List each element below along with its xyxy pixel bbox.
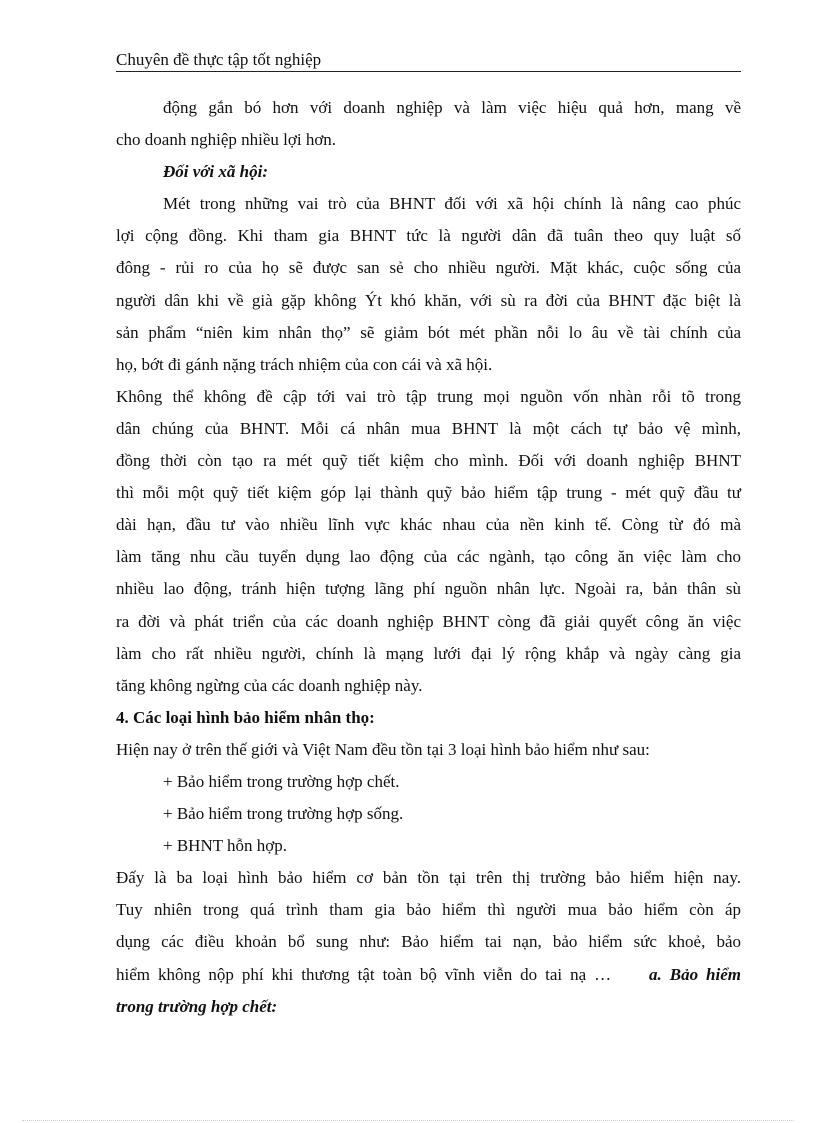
section-heading: 4. Các loại hình bảo hiểm nhân thọ: [116, 707, 375, 727]
paragraph-line: dụng các điều khoản bổ sung như: Bảo hiểm tai nạn, bảo hiểm sức khoẻ, bảo [116, 932, 741, 952]
paragraph-line: động gắn bó hơn với doanh nghiệp và làm việc hiệu quả hơn, mang về [163, 98, 741, 117]
paragraph-text: hiểm không nộp phí khi thương tật toàn bộ vĩnh viễn do tai nạ … [116, 964, 612, 984]
paragraph-line: Không thể không đề cập tới vai trò tập trung mọi nguồn vốn nhàn rỗi tõ trong [116, 386, 741, 406]
paragraph-line: thì mỗi một quỹ tiết kiệm góp lại thành quỹ bảo hiểm tập trung - mét quỹ đầu tư [116, 483, 741, 503]
subsection-heading-end: trong trường hợp chết: [116, 996, 278, 1016]
paragraph-line: Mét trong những vai trò của BHNT đối với xã hội chính là nâng cao phúc [163, 194, 741, 214]
paragraph-line: lợi cộng đồng. Khi tham gia BHNT tức là người dân đã tuân theo quy luật số [116, 226, 741, 246]
paragraph-line: làm cho rất nhiều người, chính là mạng lưới đại lý rộng khắp và ngày càng gia [116, 643, 741, 663]
paragraph-line: đông - rủi ro của họ sẽ được san sẻ cho nhiều người. Mặt khác, cuộc sống của [116, 258, 741, 278]
paragraph-line: người dân khi về già gặp không Ýt khó khăn, với sù ra đời của BHNT đặc biệt là [116, 290, 741, 310]
header-title: Chuyên đề thực tập tốt nghiệp [116, 50, 322, 69]
document-body [116, 92, 741, 1023]
paragraph-line: dài hạn, đầu tư vào nhiều lĩnh vực khác nhau của nền kinh tế. Còng từ đó mà [116, 515, 741, 535]
subsection-heading-start: a. Bảo hiểm [649, 964, 742, 984]
paragraph-line: nhiều lao động, tránh hiện tượng lãng phí nguồn nhân lực. Ngoài ra, bản thân sù [116, 579, 741, 599]
page-bottom-divider [22, 1120, 794, 1121]
paragraph-line: ra đời và phát triển của các doanh nghiệp BHNT còng đã giải quyết công ăn việc [116, 611, 741, 631]
paragraph-line: Tuy nhiên trong quá trình tham gia bảo hiểm thì người mua bảo hiểm còn áp [116, 900, 741, 920]
paragraph-line: tăng không ngừng của các doanh nghiệp này. [116, 675, 423, 695]
section-subheading: Đối với xã hội: [163, 162, 268, 182]
page-header [116, 49, 741, 72]
paragraph-line: đồng thời còn tạo ra mét quỹ tiết kiệm cho mình. Đối với doanh nghiệp BHNT [116, 451, 741, 471]
paragraph-line: Đấy là ba loại hình bảo hiểm cơ bản tồn tại trên thị trường bảo hiểm hiện nay. [116, 868, 741, 888]
paragraph-line: cho doanh nghiệp nhiều lợi hơn. [116, 130, 337, 150]
paragraph-line: Hiện nay ở trên thế giới và Việt Nam đều tồn tại 3 loại hình bảo hiểm như sau: [116, 739, 650, 759]
paragraph-line-mixed [116, 959, 741, 991]
list-item: + BHNT hỗn hợp. [163, 836, 288, 856]
list-item: + Bảo hiểm trong trường hợp chết. [163, 771, 400, 791]
paragraph-line: dân chúng của BHNT. Mỗi cá nhân mua BHNT là một cách tự bảo vệ mình, [116, 418, 741, 438]
paragraph-line: sản phẩm “niên kim nhân thọ” sẽ giảm bót mét phần nỗi lo âu về tài chính của [116, 322, 741, 342]
paragraph-line: họ, bớt đi gánh nặng trách nhiệm của con cái và xã hội. [116, 354, 493, 374]
paragraph-line: làm tăng nhu cầu tuyển dụng lao động của các ngành, tạo công ăn việc làm cho [116, 547, 741, 567]
list-item: + Bảo hiểm trong trường hợp sống. [163, 804, 404, 824]
